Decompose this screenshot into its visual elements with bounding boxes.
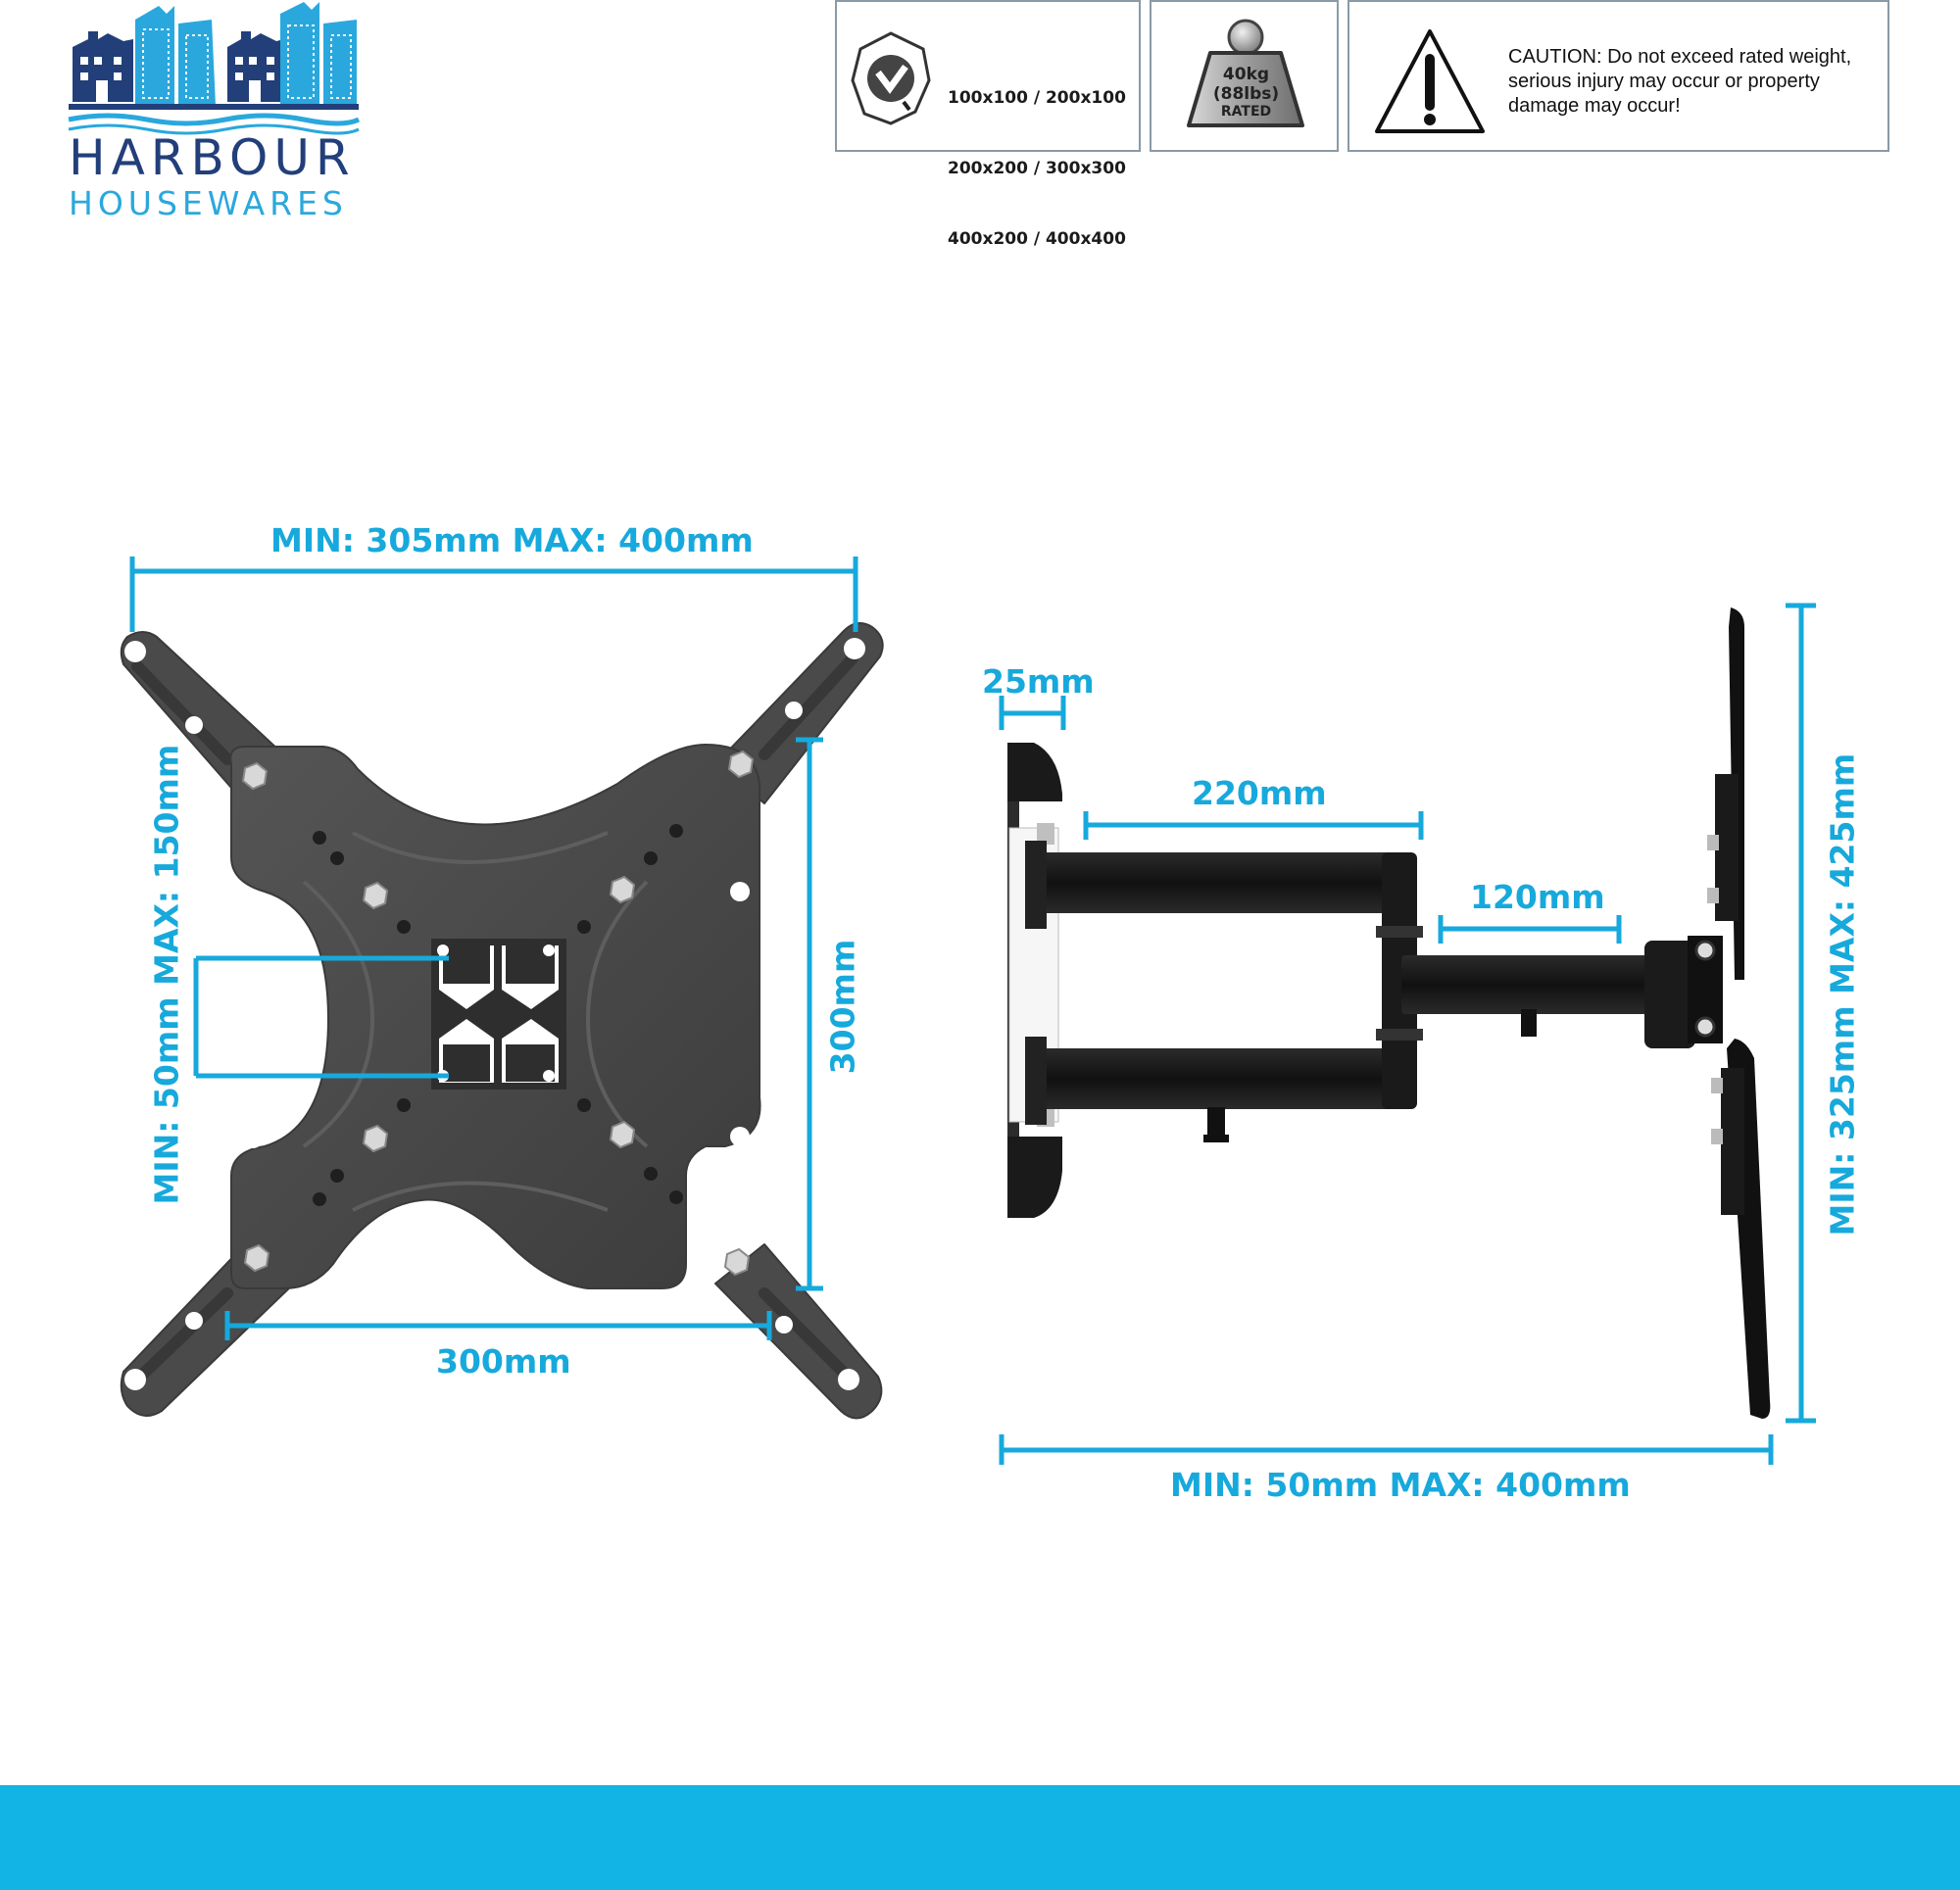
- brand-name: HARBOUR: [69, 129, 356, 186]
- side-view-arm: [1007, 607, 1770, 1419]
- footer-bar: [0, 1785, 1960, 1890]
- dim-arm-short: 120mm: [1470, 878, 1605, 916]
- vesa-size-line: 100x100 / 200x100: [948, 88, 1126, 108]
- dim-height-range: MIN: 325mm MAX: 425mm: [1823, 752, 1862, 1236]
- dim-plate-height: 300mm: [823, 939, 862, 1075]
- weight-lbs: (88lbs): [1212, 84, 1280, 104]
- front-view-plate: [122, 623, 883, 1419]
- brand-tagline: HOUSEWARES: [69, 184, 348, 222]
- weight-label: RATED: [1220, 104, 1272, 120]
- dim-arm-long: 220mm: [1192, 774, 1327, 812]
- vesa-size-line: 200x200 / 300x300: [948, 159, 1126, 178]
- dim-top-width: MIN: 305mm MAX: 400mm: [270, 521, 754, 559]
- weight-kg: 40kg: [1222, 65, 1270, 84]
- vesa-size-line: 400x200 / 400x400: [948, 229, 1126, 249]
- dim-bottom-width: 300mm: [436, 1342, 571, 1381]
- dim-extension: MIN: 50mm MAX: 400mm: [1170, 1466, 1631, 1504]
- dim-vertical-hole-spacing: MIN: 50mm MAX: 150mm: [147, 744, 186, 1205]
- dim-wall-plate-depth: 25mm: [982, 662, 1095, 701]
- caution-text: CAUTION: Do not exceed rated weight, serious injury may occur or property damage may occur!: [1508, 46, 1852, 117]
